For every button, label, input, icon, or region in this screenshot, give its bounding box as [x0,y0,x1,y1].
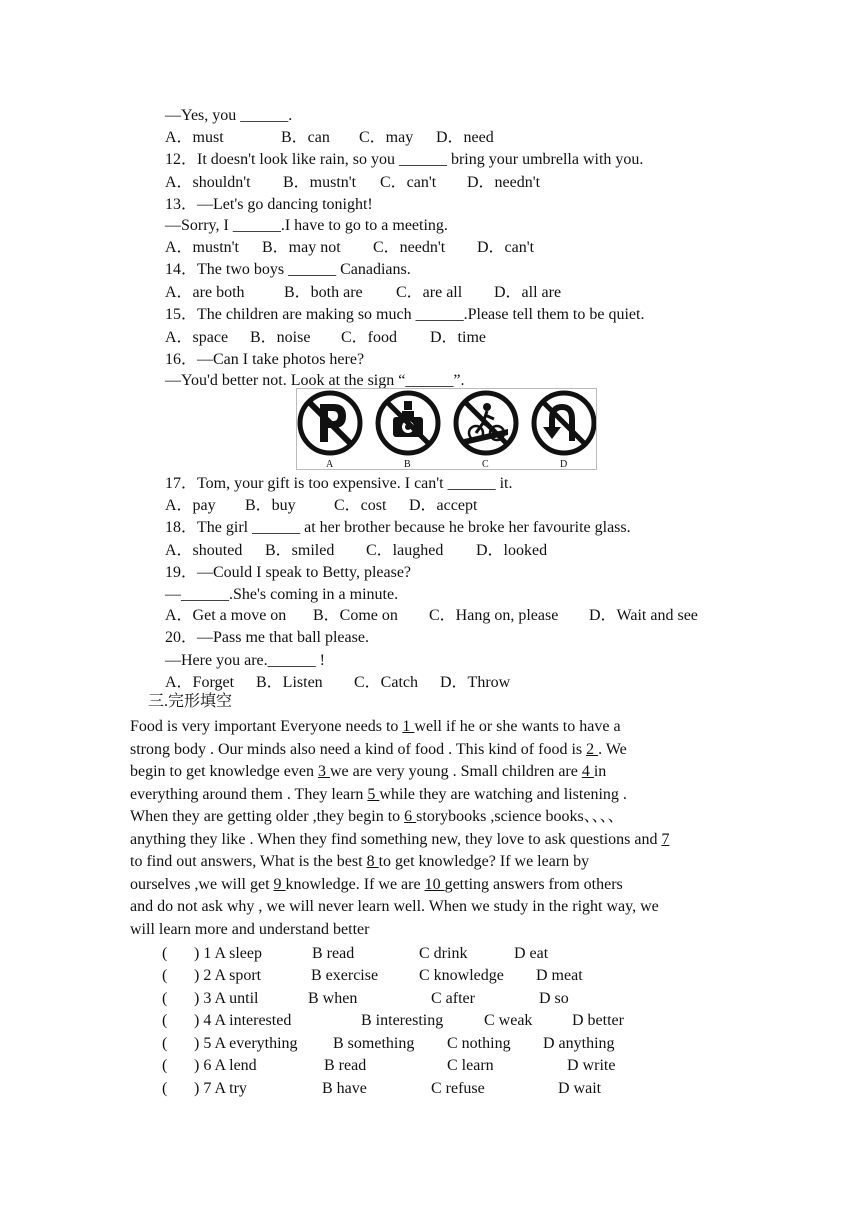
question-line-q19-b: —______.She's coming in a minute. [165,586,399,603]
passage-text: will learn more and understand better [130,920,370,938]
cloze-option: B read [324,1057,367,1074]
question-line-q20-b: —Here you are.______ ! [165,652,325,669]
passage-text: begin to get knowledge even [130,763,318,780]
passage-text: everything around them . They learn [130,785,368,803]
answer-option: B．noise [250,329,311,346]
passage-text: to get knowledge? If we learn by [378,853,590,870]
cloze-blank: 4 [581,763,594,780]
cloze-option: ( [162,1080,168,1097]
no-camera-icon [378,393,438,453]
answer-option: B．may not [262,239,341,256]
prohibition-signs [297,389,596,469]
question-line-q14: 14．The two boys ______ Canadians. [165,261,411,278]
passage-line [130,784,732,807]
answer-option: A．are both [165,284,245,301]
cloze-passage [130,716,732,941]
passage-text: and do not ask why , we will never learn well. When we study in the right way, we [130,898,659,915]
cloze-option: C knowledge [419,967,504,984]
passage-text: When they are getting older ,they begin to [130,808,405,825]
passage-text: in [593,763,607,780]
passage-line [130,739,732,762]
cloze-option: ) 3 A until [194,990,259,1007]
question-line-q15: 15．The children are making so much ______.Please tell them to be quiet. [165,306,645,323]
question-line-q18: 18．The girl ______ at her brother because he broke her favourite glass. [165,519,631,536]
passage-line [130,896,732,919]
cloze-option: C drink [419,945,468,962]
cloze-option: B when [308,990,358,1007]
answer-option: D．Wait and see [589,607,698,624]
cloze-blank: 1 [402,718,415,735]
answer-option: B．both are [284,284,363,301]
cloze-option: ) 2 A sport [194,967,262,984]
answer-option: B．can [281,129,330,146]
question-line-q19: 19．—Could I speak to Betty, please? [165,564,412,581]
cloze-blank: 6 [404,808,417,825]
answer-option: D．time [430,329,486,346]
passage-line [130,806,732,829]
cloze-option: C refuse [431,1080,485,1097]
cloze-option: C weak [484,1012,533,1029]
passage-text: anything they like . When they find something new, they love to ask questions and [130,830,662,848]
answer-option: A．shouted [165,542,243,559]
cloze-option: ( [162,1057,168,1074]
cloze-option: B exercise [311,967,379,984]
question-line-q11-b: —Yes, you ______. [165,107,293,124]
cloze-option: ( [162,1035,168,1052]
answer-option: C．cost [334,497,387,514]
answer-option: D．looked [476,542,548,559]
answer-option: A．Get a move on [165,607,287,624]
passage-text: while they are watching and listening . [379,785,627,803]
cloze-option: ( [162,990,168,1007]
answer-option: C．laughed [366,542,444,559]
passage-text: we are very young . Small children are [329,763,582,780]
cloze-blank: 9 [273,875,286,893]
answer-option: A．space [165,329,229,346]
answer-option: A．pay [165,497,216,514]
cloze-option: ) 5 A everything [194,1035,298,1052]
cloze-option: D better [572,1012,624,1029]
passage-text: getting answers from others [444,875,623,893]
question-line-q16-b: —You'd better not. Look at the sign “______”. [165,372,465,389]
question-line-q16: 16．—Can I take photos here? [165,351,365,368]
passage-line [130,761,732,784]
cloze-option: D eat [514,945,549,962]
cloze-option: ( [162,967,168,984]
passage-line [130,874,732,897]
cloze-option: B have [322,1080,367,1097]
cloze-option: D so [539,990,569,1007]
passage-text: storybooks ,science books、、、、 [416,808,624,825]
no-u-turn-icon [534,393,594,453]
cloze-option: C nothing [447,1035,511,1052]
answer-option: B．smiled [265,542,335,559]
cloze-blank: 5 [367,785,380,803]
answer-option: B．buy [245,497,296,514]
sign-label-a: A [326,459,334,470]
cloze-blank: 3 [317,763,330,780]
sign-images [296,388,597,470]
cloze-option: B interesting [361,1012,444,1029]
answer-option: D．accept [409,497,478,514]
sign-label-d: D [560,459,568,470]
question-line-q13-b: —Sorry, I ______.I have to go to a meeting. [165,217,448,234]
passage-text: to find out answers, What is the best [130,853,367,870]
answer-option: B．Come on [313,607,398,624]
answer-option: C．Hang on, please [429,607,559,624]
answer-option: B．mustn't [283,174,357,191]
cloze-option: ( [162,1012,168,1029]
answer-option: C．food [341,329,398,346]
sign-label-b: B [404,459,411,470]
question-line-q20: 20．—Pass me that ball please. [165,629,369,646]
question-line-q17: 17．Tom, your gift is too expensive. I can't ______ it. [165,475,513,492]
question-line-q12: 12．It doesn't look like rain, so you ______ bring your umbrella with you. [165,151,644,168]
cloze-option: ) 7 A try [194,1080,247,1097]
no-parking-icon [300,393,360,453]
answer-option: C．needn't [373,239,446,256]
passage-text: ourselves ,we will get [130,875,274,893]
answer-option: D．need [436,129,494,146]
no-cycling-icon [456,393,516,453]
cloze-option: ) 4 A interested [194,1012,292,1029]
answer-option: C．Catch [354,674,418,691]
passage-line [130,829,732,852]
cloze-blank: 8 [366,853,379,870]
passage-line [130,716,732,739]
answer-option: A．must [165,129,224,146]
answer-option: C．are all [396,284,463,301]
answer-option: C．may [359,129,414,146]
cloze-option: C after [431,990,475,1007]
sign-label-c: C [482,459,489,470]
passage-text: . We [598,740,627,758]
cloze-option: D anything [543,1035,615,1052]
cloze-option: D wait [558,1080,602,1097]
answer-option: D．can't [477,239,535,256]
cloze-option: B read [312,945,355,962]
passage-line [130,851,732,874]
passage-line [130,919,732,942]
cloze-option: C learn [447,1057,494,1074]
answer-option: C．can't [380,174,437,191]
cloze-option: ) 1 A sleep [194,945,262,962]
answer-option: D．needn't [467,174,541,191]
cloze-blank: 2 [586,740,599,758]
passage-text: knowledge. If we are [285,875,425,893]
passage-text: strong body . Our minds also need a kind of food . This kind of food is [130,740,587,758]
answer-option: B．Listen [256,674,323,691]
answer-option: A．Forget [165,674,235,691]
section-title-cloze: 三.完形填空 [148,693,233,710]
question-line-q13: 13．—Let's go dancing tonight! [165,196,373,213]
passage-text: Food is very important Everyone needs to [130,718,403,735]
cloze-option: ) 6 A lend [194,1057,257,1074]
cloze-blank: 7 [661,830,670,848]
answer-option: A．mustn't [165,239,240,256]
cloze-option: B something [333,1035,415,1052]
answer-option: D．all are [494,284,562,301]
passage-text: well if he or she wants to have a [414,718,621,735]
cloze-option: D write [567,1057,616,1074]
answer-option: D．Throw [440,674,511,691]
cloze-option: ( [162,945,168,962]
cloze-blank: 10 [424,875,445,893]
cloze-option: D meat [536,967,583,984]
answer-option: A．shouldn't [165,174,251,191]
